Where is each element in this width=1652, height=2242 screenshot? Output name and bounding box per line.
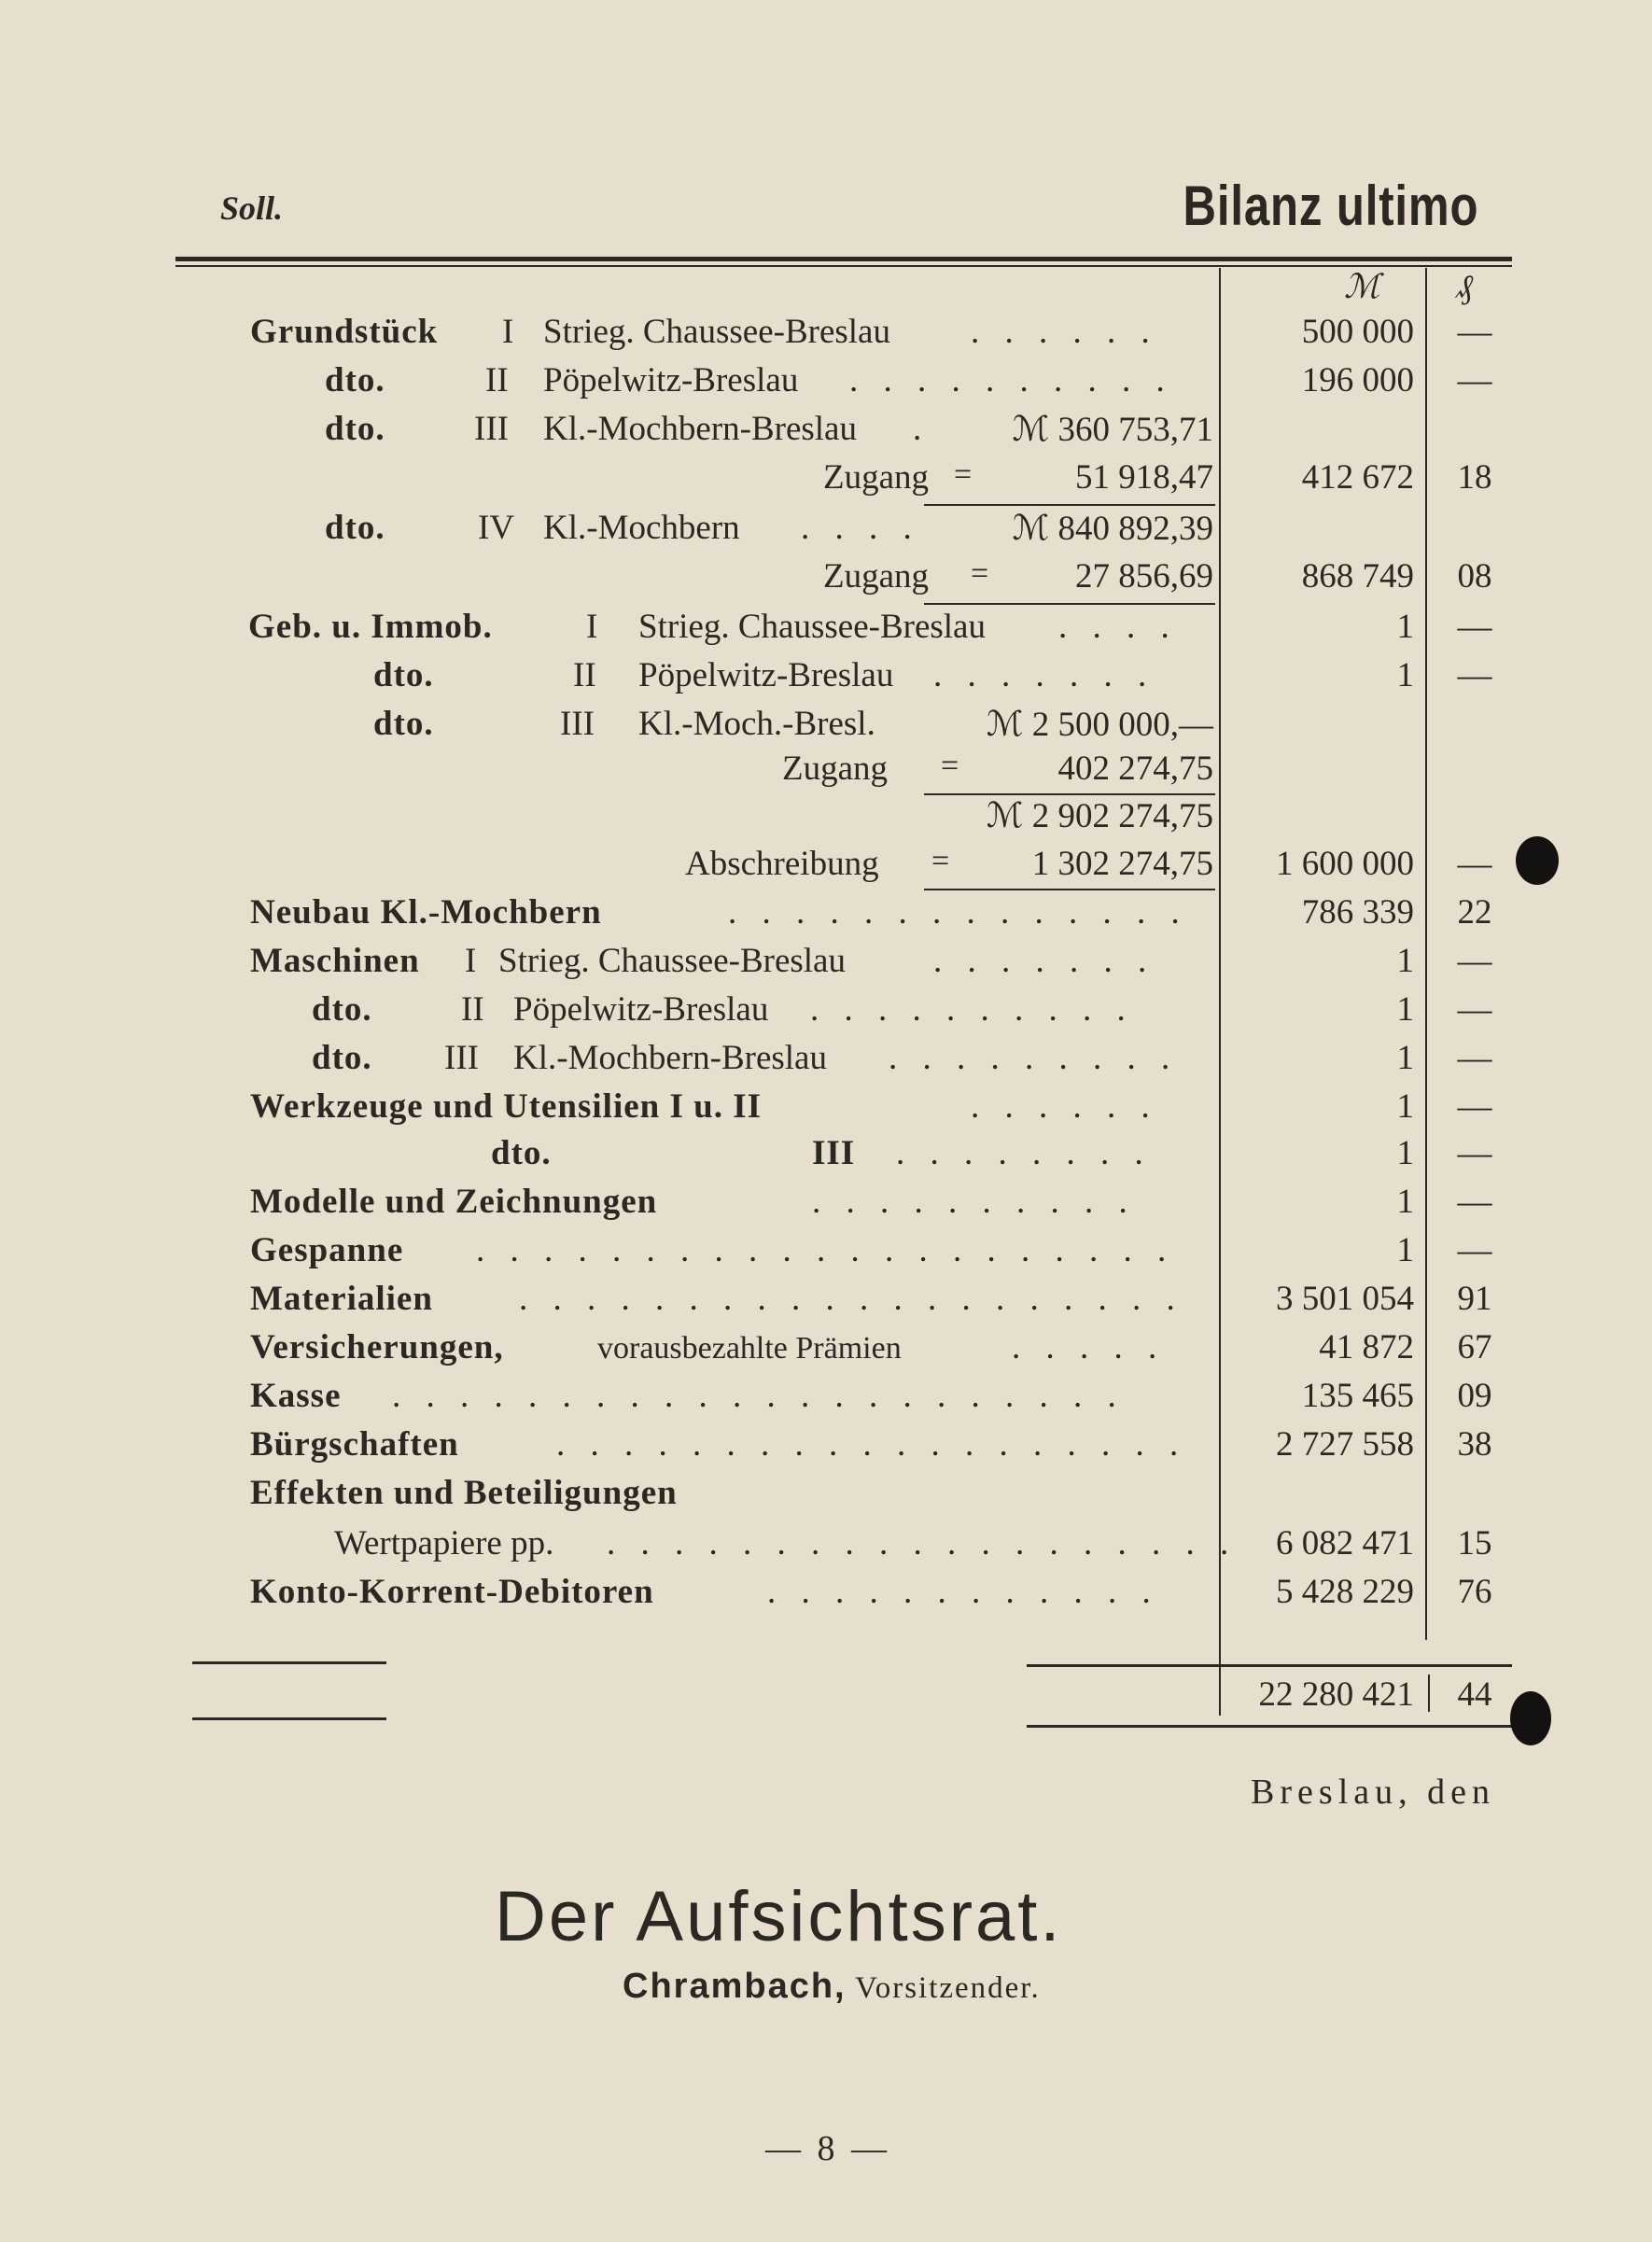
subtotal-rule (924, 504, 1215, 506)
header-rule-thin (175, 265, 1512, 267)
signature-line (623, 1966, 1041, 2007)
table-row: Zugang = 402 274,75 (782, 749, 1213, 788)
chairman-role: Vorsitzender. (855, 1971, 1041, 2005)
table-row: Abschreibung = 1 302 274,75 1 600 000 — (685, 844, 1492, 883)
table-row: Materialien . . . . . . . . . . . . . . . . . . . . 3 501 054 91 (250, 1280, 1492, 1318)
table-row: Effekten und Beteiligungen (250, 1474, 678, 1512)
place-date-line: Breslau, den (1251, 1773, 1495, 1812)
table-row: dto. II Pöpelwitz-Breslau . . . . . . . . . . 1 — (312, 990, 1492, 1029)
supervisory-board-heading: Der Aufsichtsrat. (495, 1877, 1063, 1956)
table-row: Wertpapiere pp. . . . . . . . . . . . . . . . . . . . 6 082 471 15 (334, 1524, 1492, 1562)
subtotal-rule (924, 603, 1215, 605)
header-rule-thick (175, 257, 1512, 261)
chairman-name: Chrambach, (623, 1967, 847, 2006)
table-row: Zugang = 27 856,69 868 749 08 (823, 556, 1492, 596)
mark-column-header: ℳ (1344, 268, 1380, 305)
pf-column-header: ₰ (1456, 268, 1473, 305)
table-row: dto. III Kl.-Mochbern-Breslau . ℳ 360 753,71 (325, 410, 1213, 449)
total-rule-top (1027, 1664, 1512, 1667)
total-pf: 44 (1457, 1675, 1492, 1714)
table-row: dto. III Kl.-Moch.-Bresl. ℳ 2 500 000,— (373, 705, 1213, 744)
total-rule-left-bottom (192, 1717, 386, 1720)
table-row: Zugang = 51 918,47 412 672 18 (823, 457, 1492, 497)
table-row: Neubau Kl.-Mochbern . . . . . . . . . . . . . . 786 339 22 (250, 893, 1492, 932)
ink-blot (1516, 836, 1559, 885)
table-row: dto. III . . . . . . . . 1 — (491, 1134, 1492, 1172)
table-row: ℳ 2 902 274,75 (986, 797, 1213, 835)
table-row: Grundstück I Strieg. Chaussee-Breslau . . . . . . 500 000 — (250, 313, 1492, 351)
total-rule-left (192, 1661, 386, 1664)
total-mark: 22 280 421 (1258, 1675, 1414, 1714)
table-row: dto. II Pöpelwitz-Breslau . . . . . . . . . . 196 000 — (325, 361, 1492, 399)
table-row: Gespanne . . . . . . . . . . . . . . . . . . . . . 1 — (250, 1231, 1492, 1269)
table-row: Kasse . . . . . . . . . . . . . . . . . . . . . . 135 465 09 (250, 1377, 1492, 1415)
total-rule-bottom (1027, 1725, 1531, 1728)
table-row: Werkzeuge und Utensilien I u. II . . . . . . 1 — (250, 1087, 1492, 1126)
table-row: dto. III Kl.-Mochbern-Breslau . . . . . . . . . 1 — (312, 1039, 1492, 1077)
table-row: Modelle und Zeichnungen . . . . . . . . . . 1 — (250, 1183, 1492, 1221)
table-row: dto. II Pöpelwitz-Breslau . . . . . . . 1 — (373, 656, 1492, 694)
table-row: dto. IV Kl.-Mochbern . . . . ℳ 840 892,39 (325, 509, 1213, 548)
table-row: Maschinen I Strieg. Chaussee-Breslau . . . . . . . 1 — (250, 942, 1492, 980)
subtotal-rule (924, 889, 1215, 890)
table-row: Geb. u. Immob. I Strieg. Chaussee-Breslau . . . . 1 — (248, 608, 1492, 646)
page-number: — 8 — (765, 2129, 890, 2168)
ink-blot (1510, 1691, 1551, 1745)
table-row: Versicherungen, vorausbezahlte Prämien . . . . . 41 872 67 (250, 1328, 1492, 1366)
table-row: Konto-Korrent-Debitoren . . . . . . . . . . . . 5 428 229 76 (250, 1573, 1492, 1611)
total-row (0, 1674, 1652, 1723)
page-title: Bilanz ultimo (1183, 175, 1478, 237)
soll-label: Soll. (220, 189, 284, 227)
table-row: Bürgschaften . . . . . . . . . . . . . . . . . . . 2 727 558 38 (250, 1425, 1492, 1464)
